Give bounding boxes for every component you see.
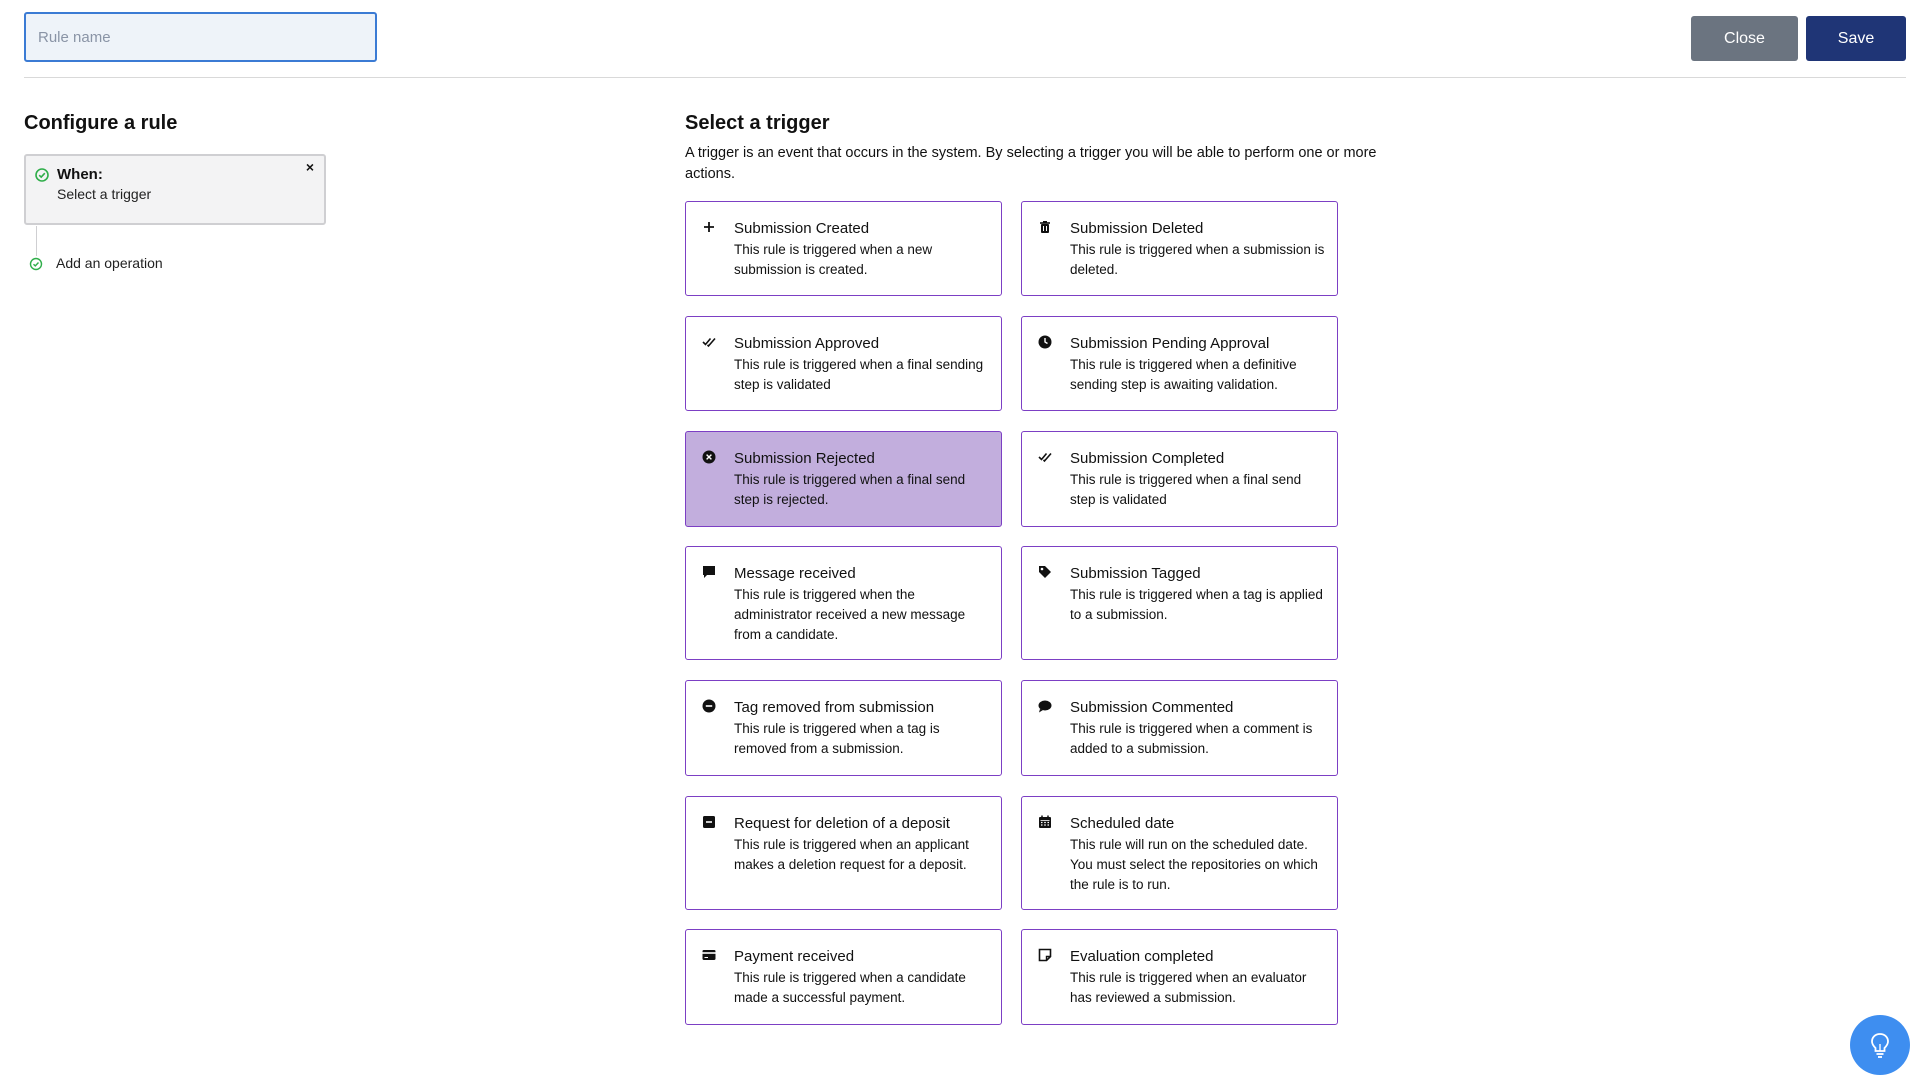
trigger-title: Message received	[734, 565, 856, 582]
trigger-title: Payment received	[734, 948, 855, 965]
add-operation-link[interactable]: Add an operation	[56, 255, 163, 271]
trigger-title: Submission Tagged	[1070, 565, 1201, 582]
trigger-description: This rule is triggered when a submission is deleted.	[1070, 242, 1325, 277]
trigger-card[interactable]	[1021, 431, 1338, 527]
trigger-card[interactable]	[1021, 316, 1338, 411]
circle-x-icon	[701, 449, 717, 465]
connector-line	[36, 226, 37, 256]
when-trigger-card[interactable]	[24, 154, 326, 225]
help-button[interactable]	[1850, 1015, 1910, 1075]
trigger-description: This rule is triggered when an evaluator has reviewed a submission.	[1070, 970, 1307, 1005]
trigger-card[interactable]	[685, 201, 1002, 296]
trigger-description: This rule is triggered when an applicant makes a deletion request for a deposit.	[734, 837, 969, 872]
note-icon	[1037, 947, 1053, 963]
lightbulb-icon	[1867, 1031, 1893, 1059]
trigger-card[interactable]	[685, 546, 1002, 660]
trigger-title: Submission Rejected	[734, 450, 875, 467]
trigger-description: This rule will run on the scheduled date. You must select the repositories on which the rule is to run.	[1070, 837, 1318, 892]
calendar-icon	[1037, 814, 1053, 830]
trigger-description: This rule is triggered when a final send step is validated	[1070, 472, 1302, 507]
square-minus-icon	[701, 814, 717, 830]
rule-name-input[interactable]	[24, 12, 377, 62]
trigger-description: This rule is triggered when a final sending step is validated	[734, 357, 984, 392]
select-trigger-title: Select a trigger	[685, 112, 830, 134]
trigger-description: This rule is triggered when a final send step is rejected.	[734, 472, 966, 507]
trigger-description: This rule is triggered when a tag is applied to a submission.	[1070, 587, 1323, 622]
trigger-title: Scheduled date	[1070, 815, 1175, 832]
trigger-title: Submission Completed	[1070, 450, 1225, 467]
trigger-card[interactable]	[1021, 201, 1338, 296]
tag-icon	[1037, 564, 1053, 580]
header-divider	[24, 77, 1906, 78]
trigger-card[interactable]	[685, 316, 1002, 411]
trigger-description: This rule is triggered when a definitive sending step is awaiting validation.	[1070, 357, 1297, 392]
trigger-card[interactable]	[1021, 546, 1338, 660]
double-check-icon	[701, 334, 717, 350]
trigger-title: Tag removed from submission	[734, 699, 935, 716]
trigger-card[interactable]	[685, 929, 1002, 1025]
trash-icon	[1037, 219, 1053, 235]
circle-minus-icon	[701, 698, 717, 714]
trigger-description: This rule is triggered when a comment is added to a submission.	[1070, 721, 1313, 756]
trigger-title: Evaluation completed	[1070, 948, 1214, 965]
trigger-description: This rule is triggered when a candidate made a successful payment.	[734, 970, 966, 1005]
trigger-card[interactable]	[1021, 796, 1338, 910]
plus-icon	[701, 219, 717, 235]
trigger-card[interactable]	[685, 796, 1002, 910]
trigger-description: This rule is triggered when the administrator received a new message from a candidate.	[734, 587, 966, 642]
trigger-card[interactable]	[685, 431, 1002, 527]
save-button[interactable]: Save	[1806, 16, 1906, 61]
check-circle-icon	[34, 167, 50, 183]
credit-card-icon	[701, 947, 717, 963]
trigger-title: Submission Commented	[1070, 699, 1234, 716]
trigger-title: Submission Created	[734, 220, 870, 237]
close-button[interactable]: Close	[1691, 16, 1798, 61]
trigger-card[interactable]	[1021, 680, 1338, 776]
comment-icon	[1037, 698, 1053, 714]
trigger-title: Submission Approved	[734, 335, 880, 352]
message-icon	[701, 564, 717, 580]
when-label: When:	[57, 166, 103, 183]
trigger-title: Submission Deleted	[1070, 220, 1204, 237]
trigger-description: A trigger is an event that occurs in the system. By selecting a trigger you will be able to perform one or more actions.	[685, 145, 1377, 182]
trigger-card[interactable]	[1021, 929, 1338, 1025]
trigger-card[interactable]	[685, 680, 1002, 776]
close-icon[interactable]: ×	[305, 159, 315, 175]
when-subtitle: Select a trigger	[57, 186, 152, 202]
trigger-title: Request for deletion of a deposit	[734, 815, 950, 832]
clock-icon	[1037, 334, 1053, 350]
check-circle-icon	[29, 257, 43, 271]
trigger-description: This rule is triggered when a new submission is created.	[734, 242, 933, 277]
double-check-icon	[1037, 449, 1053, 465]
trigger-description: This rule is triggered when a tag is removed from a submission.	[734, 721, 940, 756]
trigger-title: Submission Pending Approval	[1070, 335, 1270, 352]
configure-rule-title: Configure a rule	[24, 112, 178, 134]
